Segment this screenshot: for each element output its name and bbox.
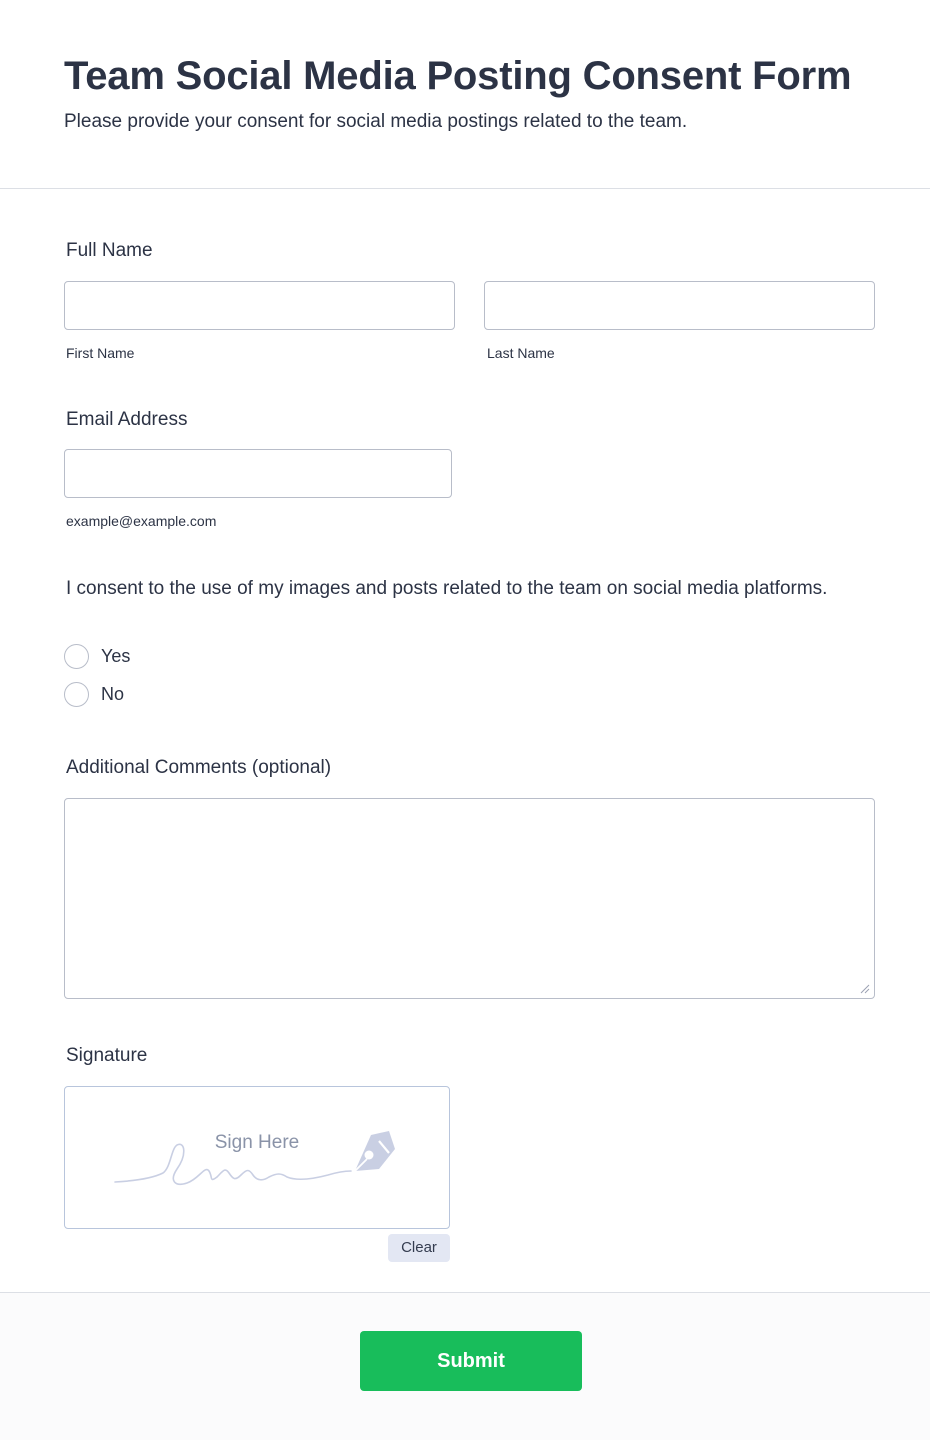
radio-button-yes[interactable] — [64, 644, 89, 669]
comments-textarea[interactable] — [64, 798, 875, 999]
signature-pad[interactable] — [64, 1086, 450, 1229]
page-title: Team Social Media Posting Consent Form — [64, 54, 852, 98]
radio-label-yes[interactable]: Yes — [101, 645, 131, 666]
email-input[interactable] — [64, 449, 452, 498]
email-sublabel: example@example.com — [66, 513, 217, 529]
resize-grip-icon[interactable] — [860, 984, 870, 994]
submit-button[interactable]: Submit — [360, 1331, 582, 1391]
clear-signature-button[interactable]: Clear — [388, 1234, 450, 1262]
consent-question: I consent to the use of my images and posts related to the team on social media platforms. — [66, 578, 828, 599]
form-footer — [0, 1292, 930, 1440]
radio-button-no[interactable] — [64, 682, 89, 707]
signature-label: Signature — [66, 1045, 148, 1066]
consent-option-yes[interactable] — [64, 643, 130, 669]
full-name-label: Full Name — [66, 240, 153, 261]
first-name-sublabel: First Name — [66, 345, 135, 361]
signature-placeholder: Sign Here — [214, 1132, 300, 1153]
first-name-input[interactable] — [64, 281, 455, 330]
comments-label: Additional Comments (optional) — [66, 757, 332, 778]
radio-label-no[interactable]: No — [101, 683, 125, 704]
last-name-input[interactable] — [484, 281, 875, 330]
form-header — [0, 0, 930, 189]
consent-option-no[interactable] — [64, 681, 124, 707]
last-name-sublabel: Last Name — [487, 345, 555, 361]
pen-nib-icon — [349, 1129, 399, 1175]
page-subtitle: Please provide your consent for social media postings related to the team. — [64, 111, 688, 132]
email-label: Email Address — [66, 409, 188, 430]
